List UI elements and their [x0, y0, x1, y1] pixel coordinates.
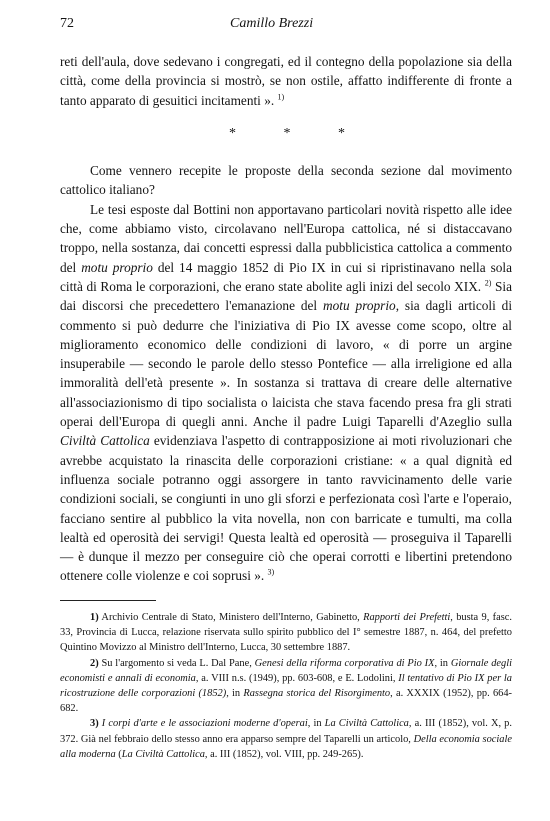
footnote-2-italic-d: Giornale degli economisti e annali di economia [60, 657, 512, 684]
section-separator: * * * [229, 125, 367, 141]
footnote-3-text-e: , a. III (1852), vol. X, p. 372. Già nel febbraio dello stesso anno era apparso sempre del Taparelli un articolo, [60, 718, 512, 745]
footnote-3-italic-f: Della economia sociale alla moderna [60, 733, 512, 760]
footnote-1-text-a: Archivio Centrale di Stato, Ministero dell'Interno, Gabinetto, [98, 612, 364, 623]
footnote-2-text-e: , a. VIII n.s. (1949), pp. 603-608, e E. Lodolini, [195, 672, 399, 684]
footnote-2 [60, 656, 512, 717]
footnote-2-mark: 2) [90, 657, 99, 669]
footnote-3-text-c: , in [307, 718, 325, 730]
main-text [60, 52, 512, 586]
footnote-1-italic: Rapporti dei Prefetti [363, 612, 451, 623]
paragraph-text-2: del 14 maggio 1852 di Pio IX in cui si ripristinavano nella sola città di Roma le corporazioni, che erano state abolite agli inizi del secolo XIX. [60, 259, 513, 294]
footnote-3-text-g: ( [115, 748, 122, 760]
footnote-rule [60, 600, 156, 601]
footnote-2-text-a: Su l'argomento si veda L. Dal Pane, [98, 657, 255, 669]
footnote-2-italic-b: Genesi della riforma corporativa di Pio IX [254, 657, 435, 669]
footnote-ref-2: 2) [484, 278, 492, 288]
footnote-2-italic-f: Il tentativo di Pio IX per la ricostruzione delle corporazioni (1852) [60, 672, 512, 700]
opening-paragraph-text: reti dell'aula, dove sedevano i congregati, ed il contegno della popolazione sia della città, come della provincia si mostrò, se non ostile, affatto indifferente di fronte a tanto apparato di gesuitici incitamenti ». [60, 54, 512, 108]
footnote-1 [60, 610, 512, 656]
motu-proprio-italic-1: motu proprio [81, 259, 153, 275]
journal-title-italic: Civiltà Cattolica [60, 433, 150, 449]
footnote-3-italic-d: La Civiltà Cattolica [324, 718, 409, 730]
question-paragraph: Come vennero recepite le proposte della seconda sezione dal movimento cattolico italiano? [60, 163, 512, 198]
body-paragraph [60, 200, 512, 586]
footnotes [60, 610, 512, 762]
paragraph-text-4: , sia dagli articoli di commento si può dedurre che l'iniziativa di Pio IX avesse come scopo, oltre al miglioramento economico delle condizioni di lavoro, « di porre un argine insuperabile — secondo le parole dello stesso Pontefice — alla irreligione ed alla immoralità dell'età presente ». In sostanza si trattava di creare delle alternative all'associazionismo di tipo socialista o laicista che stava facendo presa fra gli strati operai dell'Europa di quegli anni. Anche il padre Luigi Taparelli d'Azeglio sulla [60, 298, 513, 430]
paragraph-text-3: Sia dai discorsi che precedettero l'emanazione del [60, 278, 513, 314]
footnote-ref-1: 1) [277, 92, 285, 102]
paragraph-text-5: evidenziava l'aspetto di contrapposizione ai moti rivoluzionari che avrebbe acquistato la rinascita delle corporazioni cristiane: « a qual dignità ed influenza sociale potranno oggi assorgere in tanto ravvicinamento delle varie condizioni sociali, se congiunti in uno gli sforzi e perfezionata così l'arte e l'operaio, facciano sentire al pubblico la vita novella, non con barricate e tumulti, ma colla lealtà ed operosità dei servigi! Questa lealtà ed operosità — proseguiva il Taparelli — è dunque il mezzo per conseguire ciò che operai corrotti e libertini pretendono ottenere colle violenze e coi soprusi ». [60, 433, 512, 584]
paragraph-text-1: Le tesi esposte dal Bottini non apportavano particolari novità rispetto alle idee che, come abbiamo visto, circolavano nell'Europa cattolica, né si distaccavano troppo, nella sostanza, dai concetti espressi dalla pubblicistica cattolica a commento del [60, 201, 512, 275]
footnote-2-text-i: , a. XXXIX (1952), pp. 664-682. [60, 688, 512, 715]
running-head-author: Camillo Brezzi [230, 16, 314, 31]
footnote-2-text-g: , in [226, 688, 244, 700]
page-number: 72 [60, 16, 74, 31]
footnote-3-italic-h: La Civiltà Cattolica [121, 748, 205, 760]
footnote-1-mark: 1) [90, 612, 99, 623]
footnote-ref-3: 3) [267, 568, 275, 577]
footnote-3-italic-b: I corpi d'arte e le associazioni moderne d'operai [101, 718, 308, 730]
footnote-1-text-c: , busta 9, fasc. 33, Provincia di Lucca, relazione riservata sullo spirito pubblico del I° semestre 1887, n. 464, del prefetto Quintino Movizzo al Ministro dell'Interno, Lucca, 30 settembre 1887. [60, 612, 512, 654]
page-header [60, 16, 512, 38]
footnote-3 [60, 716, 512, 762]
footnote-3-mark: 3) [90, 718, 99, 730]
opening-paragraph [60, 52, 512, 110]
footnote-3-text-i: , a. III (1852), vol. VIII, pp. 249-265). [204, 748, 364, 760]
footnote-2-text-c: , in [434, 657, 451, 669]
footnote-2-italic-h: Rassegna storica del Risorgimento [243, 688, 391, 700]
motu-proprio-italic-2: motu proprio [323, 298, 396, 314]
